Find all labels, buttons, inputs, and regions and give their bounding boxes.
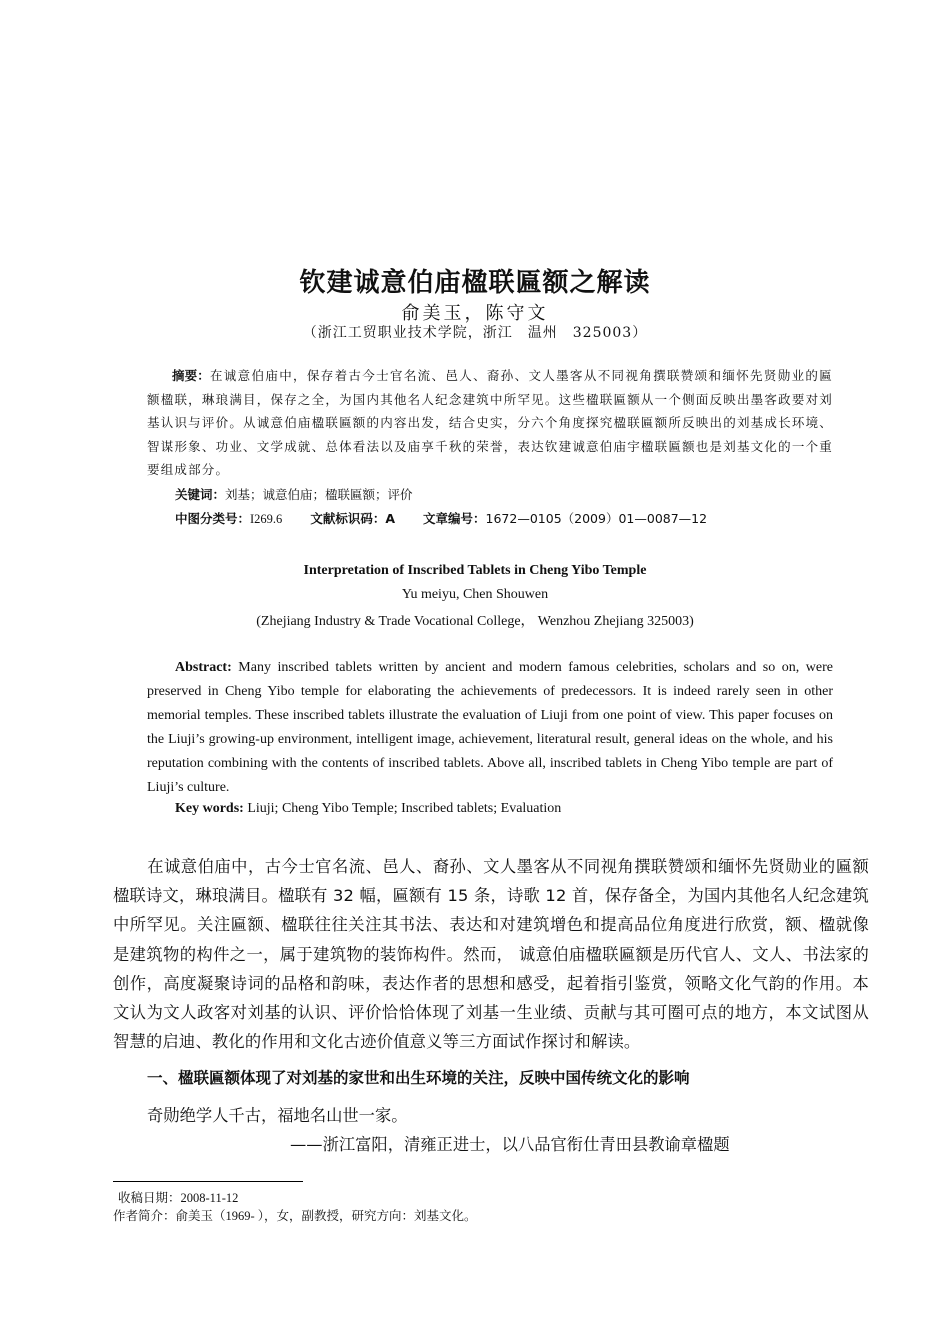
clc-label: 中图分类号： (175, 511, 251, 526)
article-number-value: 1672—0105（2009）01—0087—12 (485, 511, 708, 526)
abstract-en-label: Abstract: (175, 660, 232, 675)
authors-en: Yu meiyu, Chen Shouwen (401, 587, 549, 602)
keywords-cn (175, 485, 413, 503)
classification-line (175, 509, 707, 527)
affiliation-cn: （浙江工贸职业技术学院，浙江 温州 325003） (302, 325, 648, 341)
abstract-en (147, 656, 833, 800)
couplet-attribution: ——浙江富阳，清雍正进士，以八品官衔仕青田县教谕章楹题 (290, 1135, 730, 1154)
article-number-label: 文章编号： (423, 511, 486, 526)
doc-code-label: 文献标识码： (310, 511, 386, 526)
footnote-rule (113, 1181, 303, 1182)
abstract-en-text: Many inscribed tablets written by ancient and modern famous celebrities, scholars and so on, were preserved in Cheng Yibo temple for elaborating the achievements of predecessors. It is indeed rarely seen in other memorial temples. These inscribed tablets illustrate the evaluation of Liuji from one point of view. This paper focuses on the Liuji’s growing-up environment, intelligent image, achievement, literatural result, general ideas on the whole, and his reputation combining with the contents of inscribed tablets. Above all, inscribed tablets in Cheng Yibo temple are part of Liuji’s culture. (147, 660, 833, 795)
keywords-cn-text: 刘基；诚意伯庙；楹联匾额；评价 (225, 487, 413, 502)
clc-value: I269.6 (250, 512, 283, 526)
title-en: Interpretation of Inscribed Tablets in Cheng Yibo Temple (303, 563, 647, 578)
keywords-cn-label: 关键词： (175, 487, 226, 502)
keywords-en-text: Liuji; Cheng Yibo Temple; Inscribed tablets; Evaluation (243, 801, 562, 816)
doc-code-value: A (385, 511, 396, 526)
authors-cn: 俞美玉，陈守文 (401, 303, 549, 324)
abstract-cn-label: 摘要： (172, 368, 210, 383)
keywords-en (175, 801, 561, 817)
footnote-received-date: 收稿日期：2008-11-12 (118, 1191, 239, 1205)
paper-title: 钦建诚意伯庙楹联匾额之解读 (299, 268, 651, 298)
affiliation-en: (Zhejiang Industry & Trade Vocational College， Wenzhou Zhejiang 325003) (256, 614, 694, 629)
couplet-text: 奇勋绝学人千古，福地名山世一家。 (147, 1106, 408, 1125)
keywords-en-label: Key words: (175, 801, 244, 816)
abstract-cn-text: 在诚意伯庙中，保存着古今士官名流、邑人、裔孙、文人墨客从不同视角撰联赞颂和缅怀先贤勋业的匾额楹联，琳琅满目，保存之全，为国内其他名人纪念建筑中所罕见。这些楹联匾额从一个侧面反映出墨客政要对刘基认识与评价。从诚意伯庙楹联匾额的内容出发，结合史实，分六个角度探究楹联匾额所反映出的刘基成长环境、智谋形象、功业、文学成就、总体看法以及庙享千秋的荣誉，表达钦建诚意伯庙宇楹联匾额也是刘基文化的一个重要组成部分。 (147, 368, 833, 478)
section-heading-1: 一、楹联匾额体现了对刘基的家世和出生环境的关注，反映中国传统文化的影响 (147, 1069, 690, 1087)
body-paragraph: 在诚意伯庙中，古今士官名流、邑人、裔孙、文人墨客从不同视角撰联赞颂和缅怀先贤勋业的匾额楹联诗文，琳琅满目。楹联有 32 幅，匾额有 15 条，诗歌 12 首，保存备全，为国内其他名人纪念建筑中所罕见。关注匾额、楹联往往关注其书法、表达和对建筑增色和提高品位角度进行欣赏，额、楹就像是建筑物的构件之一，属于建筑物的装饰构件。然而， 诚意伯庙楹联匾额是历代官人、文人、书法家的创作，高度凝聚诗词的品格和韵味，表达作者的思想和感受，起着指引鉴赏，领略文化气韵的作用。本文认为文人政客对刘基的认识、评价恰恰体现了刘基一生业绩、贡献与其可圈可点的地方，本文试图从智慧的启迪、教化的作用和文化古迹价值意义等三方面试作探讨和解读。 (113, 857, 869, 1052)
footnote-author-bio: 作者简介：俞美玉（1969- ），女，副教授，研究方向：刘基文化。 (113, 1209, 477, 1223)
abstract-cn (147, 364, 833, 482)
